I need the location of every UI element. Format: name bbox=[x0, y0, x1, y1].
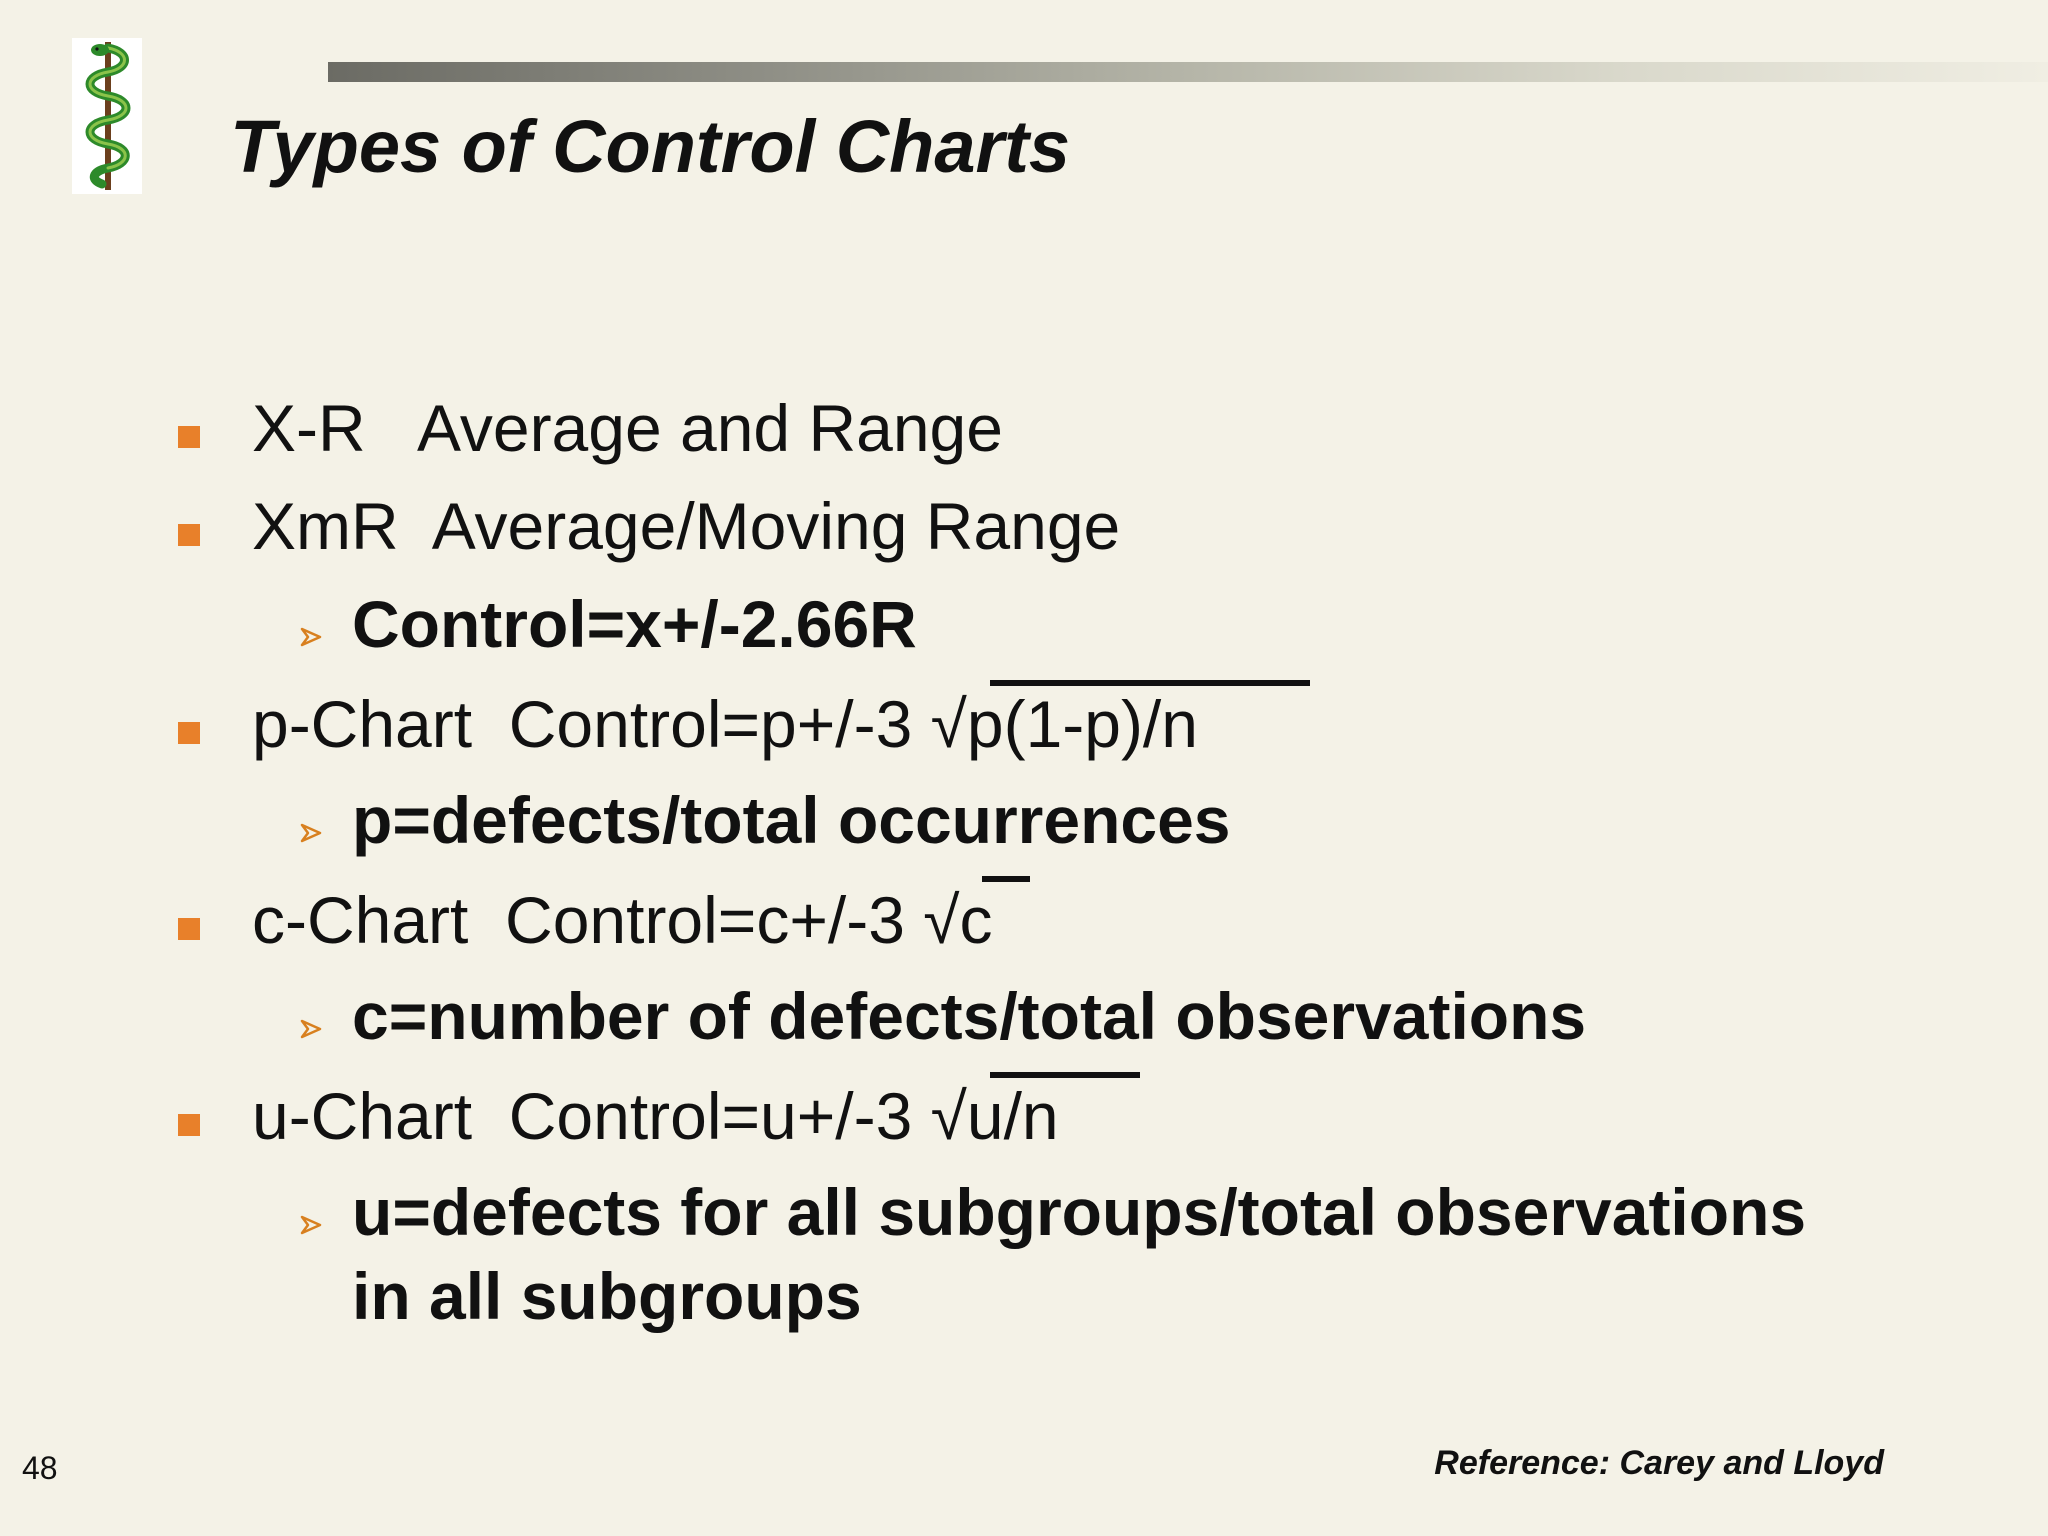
bullet-text: Control=x+/-2.66R bbox=[352, 587, 917, 661]
sqrt-vinculum bbox=[990, 1072, 1140, 1078]
arrow-bullet-icon bbox=[300, 1018, 322, 1040]
bullet-text: p=defects/total occurrences bbox=[352, 783, 1231, 857]
bullet-text: u-Chart Control=u+/-3 √u/n bbox=[252, 1079, 1059, 1153]
reference-note: Reference: Carey and Lloyd bbox=[1434, 1444, 1884, 1482]
bullet-text: c-Chart Control=c+/-3 √c bbox=[252, 883, 993, 957]
rod-of-asclepius-icon bbox=[72, 38, 142, 194]
square-bullet-icon bbox=[178, 722, 200, 744]
sqrt-vinculum bbox=[982, 876, 1030, 882]
square-bullet-icon bbox=[178, 524, 200, 546]
bullet-text: c=number of defects/total observations bbox=[352, 979, 1587, 1053]
slide-title: Types of Control Charts bbox=[230, 105, 1071, 188]
arrow-bullet-icon bbox=[300, 626, 322, 648]
bullet-text: XmR Average/Moving Range bbox=[252, 489, 1121, 563]
square-bullet-icon bbox=[178, 426, 200, 448]
arrow-bullet-icon bbox=[300, 1214, 322, 1236]
bullet-text: in all subgroups bbox=[352, 1259, 862, 1333]
title-bar-gradient bbox=[328, 62, 2048, 82]
sqrt-vinculum bbox=[990, 680, 1310, 686]
arrow-bullet-icon bbox=[300, 822, 322, 844]
square-bullet-icon bbox=[178, 1114, 200, 1136]
bullet-text: u=defects for all subgroups/total observations bbox=[352, 1175, 1807, 1249]
page-number: 48 bbox=[22, 1450, 58, 1486]
square-bullet-icon bbox=[178, 918, 200, 940]
bullet-text: X-R Average and Range bbox=[252, 391, 1003, 465]
bullet-text: p-Chart Control=p+/-3 √p(1-p)/n bbox=[252, 687, 1198, 761]
